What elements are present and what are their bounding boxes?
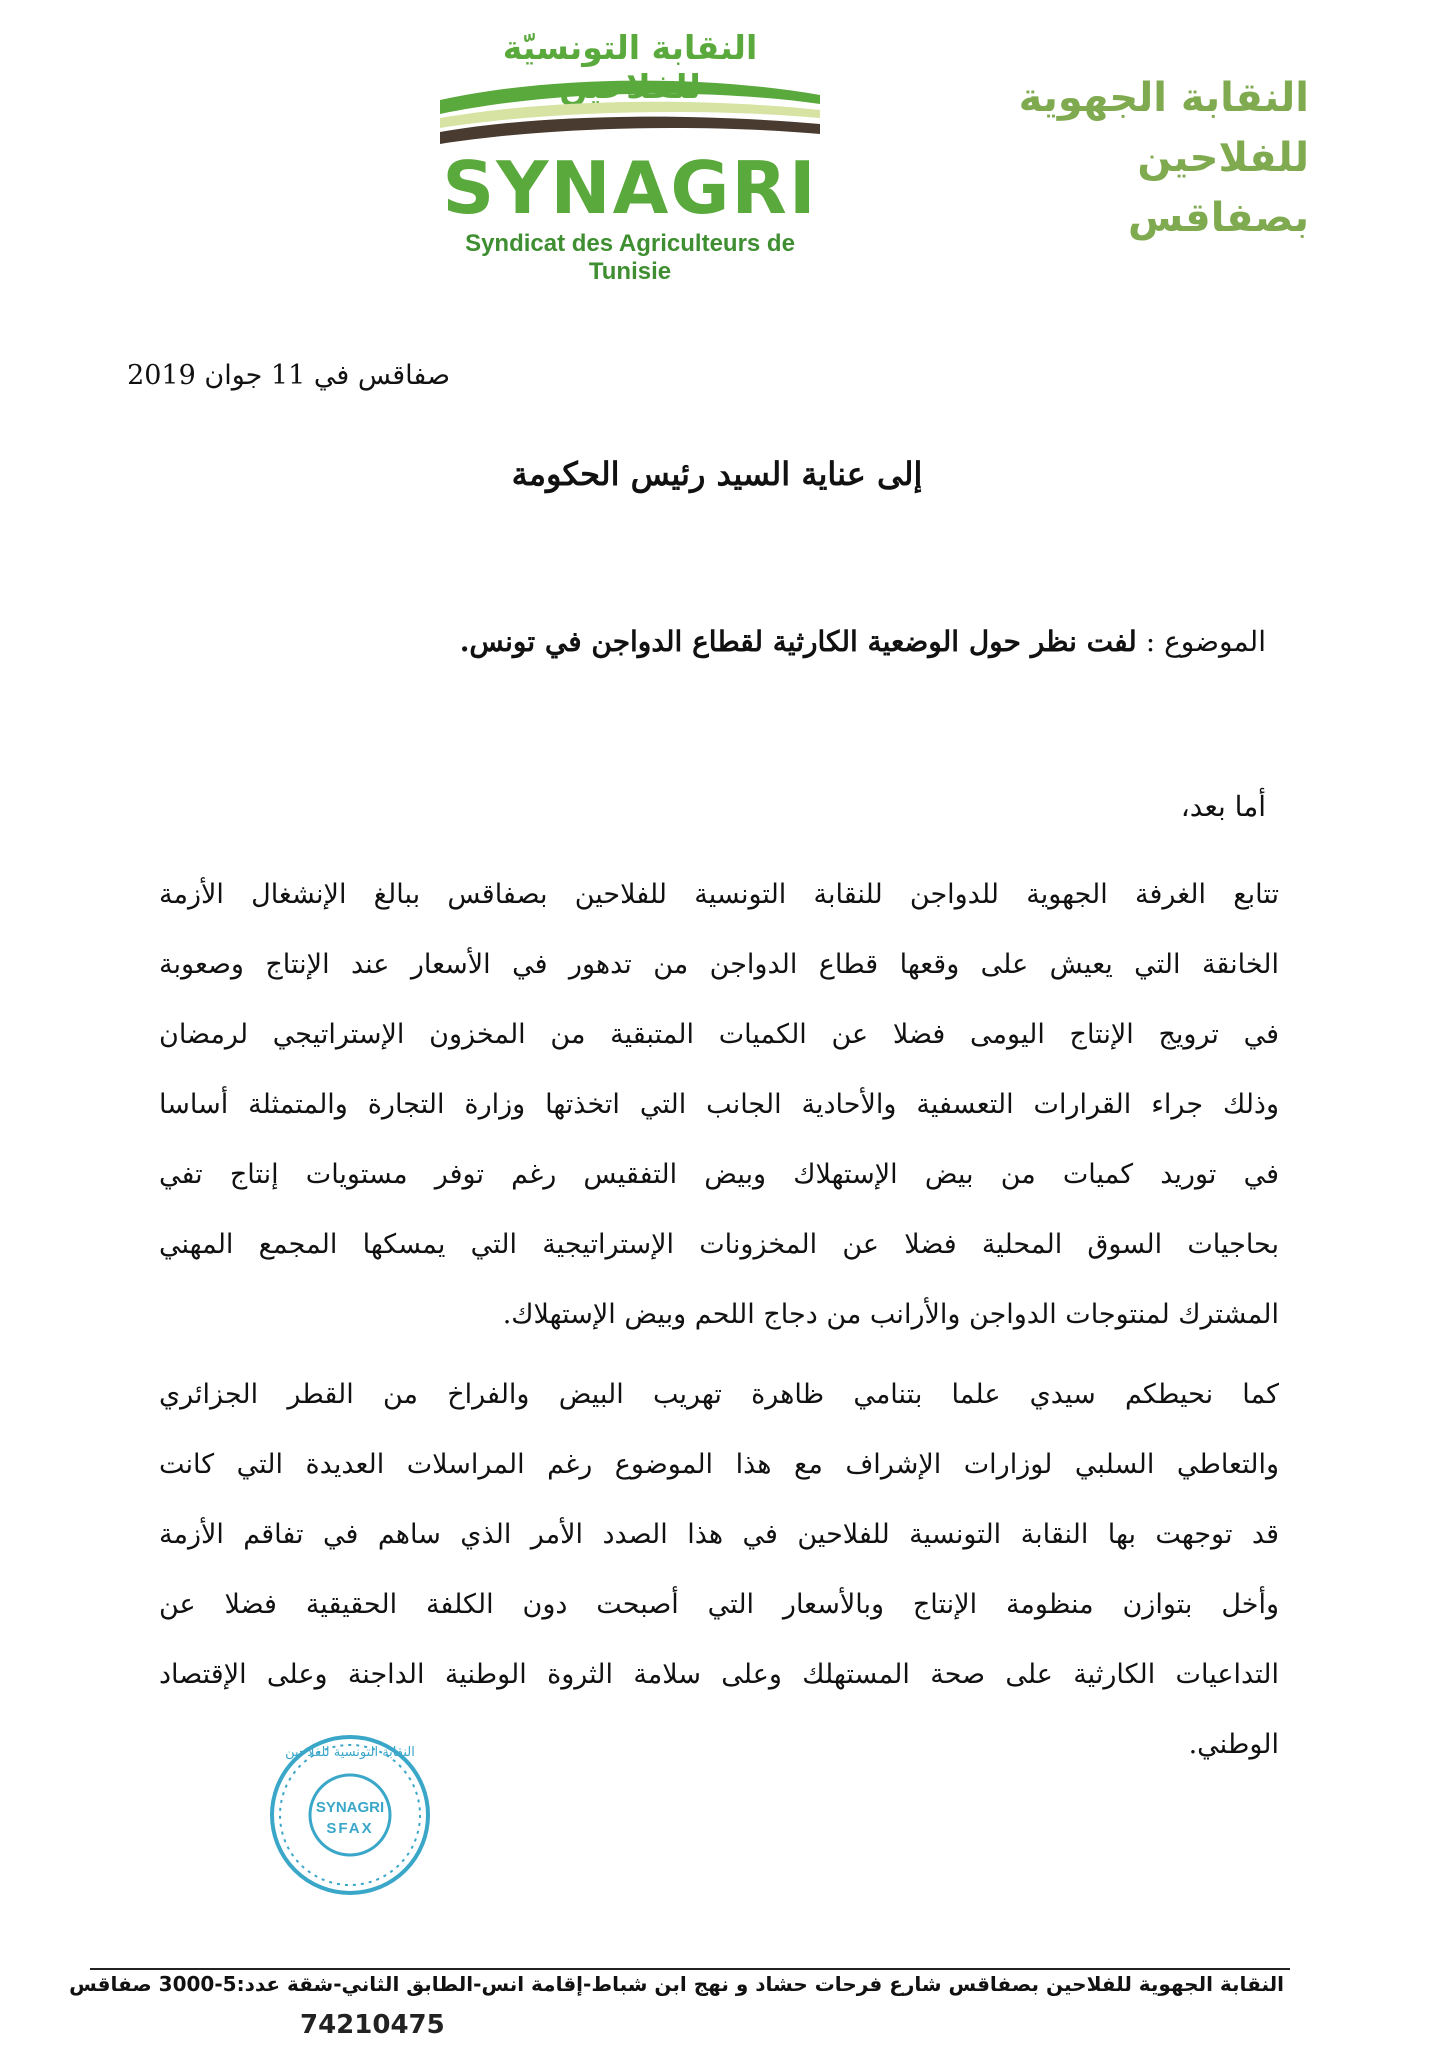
subject-label: الموضوع :: [1145, 625, 1266, 658]
regional-title-line2: للفلاحين بصفاقس: [1128, 135, 1309, 241]
footer-address: النقابة الجهوية للفلاحين بصفاقس شارع فرحات حشاد و نهج ابن شباط-إقامة انس-الطابق الثاني-شقة عدد:5-3000 صفاقس: [69, 1972, 1284, 1996]
paragraph-line: في توريد كميات من بيض الإستهلاك وبيض التفقيس رغم توفر مستويات إنتاج تفي: [159, 1159, 1279, 1190]
regional-title-line1: النقابة الجهوية: [1018, 75, 1309, 121]
recipient-line: إلى عناية السيد رئيس الحكومة: [511, 455, 923, 493]
paragraph-line: التداعيات الكارثية على صحة المستهلك وعلى سلامة الثروة الوطنية الداجنة وعلى الإقتصاد: [159, 1659, 1279, 1690]
regional-syndicate-title: [969, 68, 1309, 248]
logo-fields-graphic: [435, 80, 825, 150]
synagri-sfax-stamp: [265, 1730, 435, 1900]
logo-french-text: Syndicat des Agriculteurs de Tunisie: [465, 230, 795, 285]
logo-arabic-text: النقابة التونسيّة: [502, 28, 758, 67]
synagri-logo: [430, 28, 830, 285]
paragraph-line: قد توجهت بها النقابة التونسية للفلاحين في هذا الصدد الأمر الذي ساهم في تفاقم الأزمة: [159, 1519, 1279, 1550]
logo-name: SYNAGRI: [442, 146, 818, 230]
paragraph-line: بحاجيات السوق المحلية فضلا عن المخزونات الإستراتيجية التي يمسكها المجمع المهني: [159, 1229, 1279, 1260]
paragraph-line: تتابع الغرفة الجهوية للدواجن للنقابة التونسية للفلاحين بصفاقس ببالغ الإنشغال الأزمة: [159, 879, 1279, 910]
paragraph-line: الوطني.: [1188, 1729, 1279, 1760]
paragraph-line: وأخل بتوازن منظومة الإنتاج وبالأسعار التي أصبحت دون الكلفة الحقيقية فضلا عن: [159, 1589, 1279, 1620]
paragraph-line: وذلك جراء القرارات التعسفية والأحادية الجانب التي اتخذتها وزارة التجارة والمتمثلة أساسا: [159, 1089, 1279, 1120]
stamp-bottom-text: SFAX: [326, 1820, 374, 1837]
stamp-top-text: SYNAGRI: [315, 1799, 385, 1816]
subject-text: لفت نظر حول الوضعية الكارثية لقطاع الدواجن في تونس.: [459, 625, 1137, 658]
subject-line: [460, 625, 1266, 658]
body-paragraph-2: [159, 1360, 1279, 1780]
greeting: أما بعد،: [1180, 790, 1266, 823]
stamp-ring-text: النقابة التونسية للفلاحين: [285, 1745, 415, 1760]
footer-divider: [90, 1968, 1290, 1970]
logo-brown-field: [440, 117, 820, 144]
paragraph-line: المشترك لمنتوجات الدواجن والأرانب من دجاج اللحم وبيض الإستهلاك.: [502, 1299, 1279, 1330]
footer-phone: 74210475: [300, 2010, 445, 2040]
letter-date: صفاقس في 11 جوان 2019: [127, 360, 450, 391]
paragraph-line: كما نحيطكم سيدي علما بتنامي ظاهرة تهريب البيض والفراخ من القطر الجزائري: [159, 1379, 1279, 1410]
paragraph-line: في ترويج الإنتاج اليومى فضلا عن الكميات المتبقية من المخزون الإستراتيجي لرمضان: [159, 1019, 1279, 1050]
body-paragraph-1: [159, 860, 1279, 1350]
paragraph-line: الخانقة التي يعيش على وقعها قطاع الدواجن من تدهور في الأسعار عند الإنتاج وصعوبة: [159, 949, 1279, 980]
paragraph-line: والتعاطي السلبي لوزارات الإشراف مع هذا الموضوع رغم المراسلات العديدة التي كانت: [159, 1449, 1279, 1480]
